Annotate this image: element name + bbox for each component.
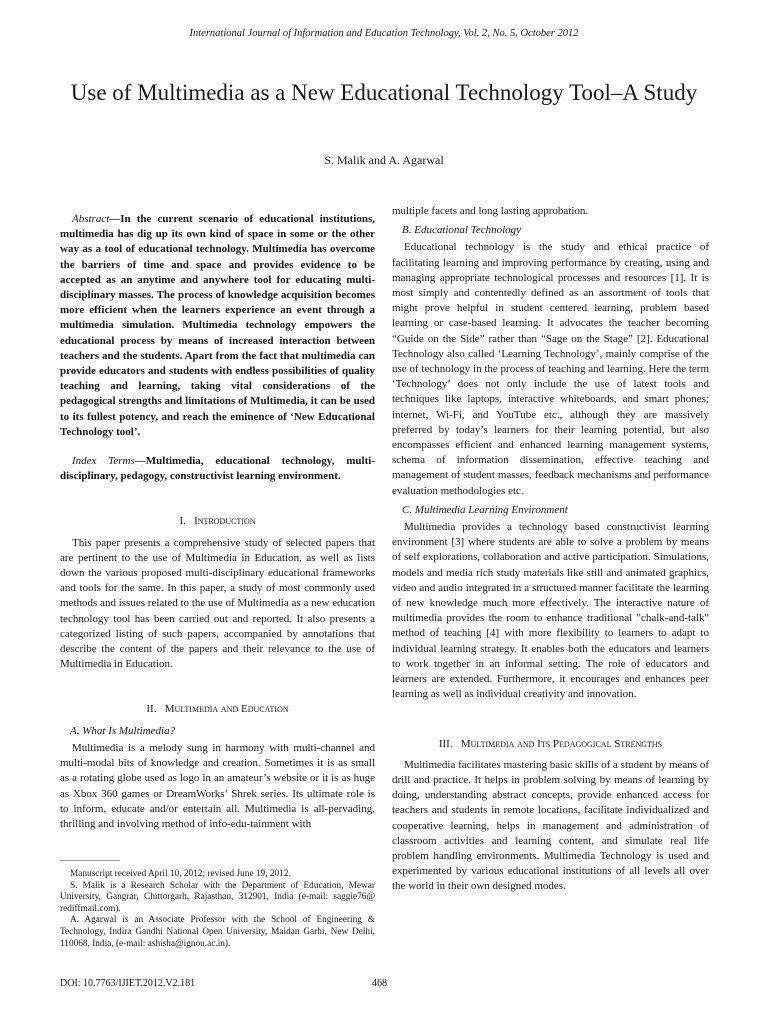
abstract xyxy=(60,212,375,440)
authors: S. Malik and A. Agarwal xyxy=(324,153,444,167)
section-number: III. xyxy=(438,737,453,750)
index-terms-text: —Multimedia, educational technology, multi-disciplinary, pedagogy, constructivist learning environment. xyxy=(60,455,375,483)
abstract-lead: Abstract xyxy=(72,213,110,225)
paragraph-learning-environment: Multimedia provides a technology based constructivist learning environment [3] where students are able to solve a problem by means of self explorations, collaboration and active participation. Simulations, models and media rich study materials like still and animated graphics, video and audio integrated in a structured manner facilitate the learning of new knowledge much more effectively. The interactive nature of multimedia provides the room to enhance traditional "chalk-and-talk" method of teaching [4] with more flexibility to learners to adapt to individual learning strategy. It enables both the educators and learners to work together in an informal setting. The role of educators and learners are extended. Furthermore, it encourages and enhances peer learning as well as individual creativity and innovation. xyxy=(392,521,709,701)
page-number: 468 xyxy=(372,978,387,989)
section-number: II. xyxy=(146,703,157,716)
left-column xyxy=(60,204,375,832)
section-heading-introduction xyxy=(60,514,375,529)
section-number: I. xyxy=(179,515,186,528)
footnote-author-1: S. Malik is a Research Scholar with the Department of Education, Mewar University, Gangrar, Chittorgarh, Rajasthan, 312901, India (e-mail: saggie76@ rediffmail.com). xyxy=(60,880,375,914)
section-title: Multimedia and Education xyxy=(164,703,289,716)
subsection-heading-c: C. Multimedia Learning Environment xyxy=(402,503,568,516)
paragraph-what-is-multimedia: Multimedia is a melody sung in harmony with multi-channel and multi-modal bits of knowledge and creation. Sometimes it is as small as a rotating globe used as logo in an amateur’s website or it is as huge as Xbox 360 games or DreamWorks’ Shrek series. Its ultimate role is to inform, educate and/or entertain all. Multimedia is all-pervading, thrilling and involving method of info-edu-tainment with xyxy=(60,741,375,830)
subsection-heading-a: A. What Is Multimedia? xyxy=(70,724,176,737)
footnotes xyxy=(60,869,375,950)
paragraph-continuation: multiple facets and long lasting approbation. xyxy=(392,205,589,217)
subsection-heading-b: B. Educational Technology xyxy=(402,224,522,237)
footnote-author-2: A. Agarwal is an Associate Professor with the School of Engineering & Technology, Indira Gandhi National Open University, Maidan Garhi, New Delhi, 110068, India, (e-mail: ashisha@ignou.ac.in). xyxy=(60,915,375,949)
right-column xyxy=(392,204,709,895)
doi: DOI: 10.7763/IJIET.2012.V2.181 xyxy=(60,978,196,989)
paragraph-pedagogical-strengths: Multimedia facilitates mastering basic skills of a student by means of drill and practice. It helps in problem solving by means of learning by doing, understanding abstract concepts, provide enhanced access for teachers and students in remote locations, facilitate individualized and cooperative learning, helps in management and administration of classroom activities and learning content, and simulate real life problem handling environments. Multimedia Technology is used and experimented by various educational institutions of all levels all over the world in their own designed modes. xyxy=(392,758,709,893)
paper-title: Use of Multimedia as a New Educational Technology Tool–A Study xyxy=(70,80,698,105)
footnote-rule xyxy=(60,860,120,861)
footnote-manuscript: Manuscript received April 10, 2012; revised June 19, 2012. xyxy=(70,869,291,879)
section-heading-pedagogical-strengths xyxy=(392,737,709,752)
intro-paragraph: This paper presents a comprehensive study of selected papers that are pertinent to the use of Multimedia in Education, as well as lists down the various proposed multi-disciplinary educational frameworks and tools for the same. In this paper, a study of most commonly used methods and issues related to the use of Multimedia as a new education technology tool has been carried out and reported. It also presents a categorized listing of such papers, accompanied by annotations that describe the content of the papers and their relevance to the use of Multimedia in Education. xyxy=(60,536,375,671)
section-heading-multimedia-education xyxy=(60,702,375,717)
paragraph-educational-technology: Educational technology is the study and ethical practice of facilitating learning and improving performance by creating, using and managing appropriate technological processes and resources [1]. It is most simply and contentedly defined as an assortment of tools that might prove helpful in student centered learning, problem based learning or case-based learning. It advocates the teacher becoming “Guide on the Side” rather than “Sage on the Stage” [2]. Educational Technology also called ‘Learning Technology’, mainly comprise of the use of technology in the process of teaching and learning. Here the term ‘Technology’ does not only include the use of latest tools and techniques like laptops, interactive whiteboards, and smart phones; internet, Wi-Fi, and YouTube etc., although they are massively preferred by today’s learners for their learning potential, but also encompasses efficient and enhanced learning management systems, schema of information dissemination, effective teaching and management of student masses, feedback mechanisms and performance evaluation methodologies etc. xyxy=(392,241,709,497)
section-title: Multimedia and Its Pedagogical Strengths xyxy=(460,737,663,750)
section-title: Introduction xyxy=(194,515,256,528)
abstract-text: —In the current scenario of educational institutions, multimedia has dig up its own kind of space in some or the other way as a tool of educational technology. Multimedia has overcome the barriers of time and space and provides evidence to be accepted as an anytime and anywhere tool for educating multi-disciplinary masses. The process of knowledge acquisition becomes more efficient when the learners experience an event through a multimedia simulation. Multimedia technology empowers the educational process by means of increased interaction between teachers and the students. Apart from the fact that multimedia can provide educators and students with endless possibilities of quality teaching and learning, taking vital considerations of the pedagogical strengths and limitations of Multimedia, it can be used to its fullest potency, and reach the eminence of ‘New Educational Technology tool’. xyxy=(60,213,375,438)
index-terms xyxy=(60,454,375,484)
index-terms-lead: Index Terms xyxy=(72,455,135,468)
journal-header: International Journal of Information and Education Technology, Vol. 2, No. 5, October 2012 xyxy=(189,28,579,39)
